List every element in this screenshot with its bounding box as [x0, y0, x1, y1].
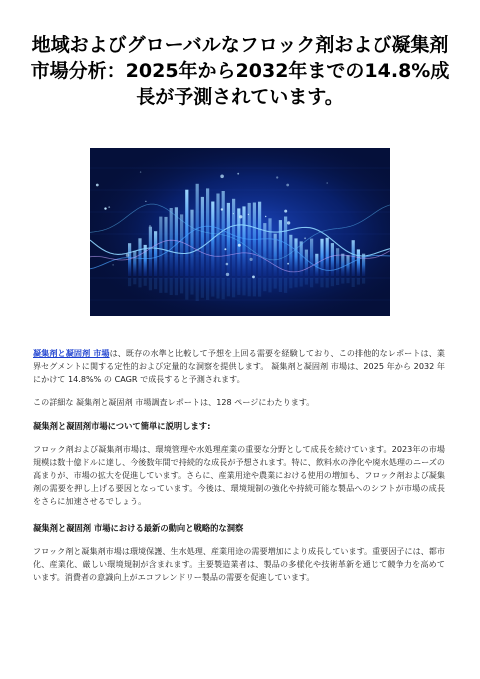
document-body	[33, 347, 445, 595]
hero-sparkle	[265, 216, 266, 217]
hero-bar-reflection	[284, 278, 287, 293]
hero-bar	[320, 239, 323, 276]
hero-sparkle	[248, 214, 249, 215]
hero-sparkle	[276, 176, 278, 178]
section1-body: フロック剤および凝集剤市場は、環境管理や水処理産業の重要な分野として成長を続けています。2023年の市場規模は数十億ドルに達し、今後数年間で持続的な成長が予想されます。特に、飲料水の浄化や廃水処理のニーズの高まりが、市場の拡大を促進しています。さらに、産業用途や農業における使用の増加も、フロック剤および凝集剤の需要を押し上げる要因となっています。今後は、環境規制の強化や持続可能な製品へのシフトが市場の成長をさらに加速させるでしょう。	[33, 444, 445, 506]
hero-bar-reflection	[341, 278, 344, 284]
hero-bar	[170, 208, 173, 276]
hero-sparkle	[252, 276, 255, 279]
hero-bar-reflection	[274, 278, 277, 289]
hero-bar	[232, 199, 235, 276]
hero-bar-reflection	[331, 278, 334, 286]
hero-sparkle	[104, 207, 106, 209]
hero-bar	[149, 227, 152, 276]
hero-bar-reflection	[279, 278, 282, 292]
hero-bar-reflection	[201, 278, 204, 298]
hero-bar-reflection	[326, 278, 329, 288]
hero-bar-reflection	[362, 278, 365, 284]
hero-sparkle	[286, 184, 289, 187]
hero-bar	[268, 218, 271, 276]
hero-bar	[341, 254, 344, 276]
hero-bar-reflection	[352, 278, 355, 287]
hero-bar	[138, 238, 141, 276]
hero-bar-reflection	[170, 278, 173, 295]
hero-bar-reflection	[248, 278, 251, 296]
hero-bar-reflection	[175, 278, 178, 295]
hero-bar	[315, 254, 318, 276]
page-title: 地域およびグローバルなフロック剤および凝集剤市場分析：2025年から2032年までの14.8%成長が予測されています。	[30, 34, 450, 108]
hero-sparkle	[145, 201, 146, 202]
hero-sparkle	[238, 244, 241, 247]
hero-sparkle	[287, 263, 289, 265]
hero-bar	[222, 191, 225, 276]
hero-bar	[164, 217, 167, 276]
hero-bar-reflection	[133, 278, 136, 284]
hero-bar	[133, 251, 136, 276]
hero-bar	[159, 217, 162, 276]
hero-bar-reflection	[336, 278, 339, 285]
section2-body: フロック剤と凝集剤市場は環境保護、生水処理、産業用途の需要増加により成長しています。重要因子には、都市化、産業化、厳しい環境規制が含まれます。主要製造業者は、製品の多様化や技術革新を通じて競争力を高めています。消費者の意識向上がエコフレンドリー製品の需要を促進しています。	[33, 546, 445, 582]
hero-sparkle	[220, 175, 224, 179]
hero-sparkle	[284, 210, 287, 213]
hero-bar-reflection	[232, 278, 235, 297]
hero-bar-reflection	[149, 278, 152, 290]
hero-bar-reflection	[268, 278, 271, 292]
hero-sparkle	[226, 263, 229, 266]
hero-bar-reflection	[253, 278, 256, 296]
section1-heading: 凝集剤と凝固剤市場について簡単に説明します:	[33, 421, 211, 431]
hero-sparkle	[304, 237, 306, 239]
hero-bar-reflection	[159, 278, 162, 293]
hero-bar-reflection	[222, 278, 225, 299]
hero-sparkle	[326, 182, 328, 184]
hero-bar	[331, 243, 334, 276]
hero-sparkle	[112, 264, 113, 265]
hero-bar	[185, 190, 188, 276]
hero-bar-reflection	[190, 278, 193, 295]
intro-text: は、既存の水準と比較して予想を上回る需要を経験しており、この排他的なレポートは、業界セグメントに関する定性的および定量的な洞察を提供します。 凝集剤と凝固剤 市場は、2025 年から 2032 年にかけて 14.8%% の CAGR で成長すると予測されます。	[33, 348, 445, 384]
hero-bar-reflection	[144, 278, 147, 286]
hero-bar-reflection	[258, 278, 261, 297]
hero-sparkle	[221, 208, 223, 210]
hero-bar	[144, 245, 147, 276]
hero-bar-reflection	[211, 278, 214, 297]
hero-bar-reflection	[227, 278, 230, 296]
hero-sparkle	[149, 225, 151, 227]
hero-bar	[352, 240, 355, 276]
hero-sparkle	[250, 258, 253, 261]
hero-bar	[190, 210, 193, 276]
hero-bar-reflection	[357, 278, 360, 285]
hero-bar-reflection	[237, 278, 240, 295]
hero-bar	[305, 250, 308, 276]
hero-sparkle	[287, 221, 290, 224]
hero-bar-reflection	[206, 278, 209, 300]
hero-bar	[294, 238, 297, 276]
hero-bar	[310, 239, 313, 276]
hero-bar	[284, 217, 287, 277]
hero-sparkle	[126, 254, 129, 257]
hero-bar-reflection	[138, 278, 141, 287]
hero-sparkle	[96, 184, 99, 187]
hero-bar	[180, 214, 183, 276]
hero-sparkle	[239, 215, 242, 218]
hero-bar	[346, 255, 349, 276]
hero-bar-reflection	[128, 278, 131, 286]
hero-sparkle	[237, 173, 239, 175]
hero-illustration	[90, 148, 390, 316]
hero-sparkle	[108, 206, 110, 208]
hero-bar-reflection	[196, 278, 199, 301]
hero-bar-reflection	[180, 278, 183, 293]
hero-bar-reflection	[216, 278, 219, 299]
hero-bar-reflection	[294, 278, 297, 287]
hero-bar	[154, 231, 157, 276]
hero-sparkle	[224, 248, 226, 250]
hero-bar-reflection	[346, 278, 349, 283]
report-pages-paragraph: この詳細な 凝集剤と凝固剤 市場調査レポートは、128 ページにわたります。	[33, 397, 315, 407]
hero-bar-reflection	[310, 278, 313, 287]
hero-bar-reflection	[320, 278, 323, 287]
hero-image	[90, 148, 390, 316]
hero-sparkle	[140, 171, 141, 172]
hero-bar	[336, 248, 339, 276]
hero-bar	[289, 235, 292, 276]
hero-bar-reflection	[300, 278, 303, 287]
hero-sparkle	[226, 273, 229, 276]
hero-bar-reflection	[164, 278, 167, 293]
section2-heading: 凝集剤と凝固剤 市場における最新の動向と戦略的な洞察	[33, 523, 244, 533]
hero-bar	[201, 197, 204, 276]
hero-bar-reflection	[185, 278, 188, 300]
hero-bar	[242, 206, 245, 276]
market-report-link[interactable]: 凝集剤と凝固剤 市場	[33, 348, 110, 358]
hero-bar-reflection	[289, 278, 292, 288]
hero-bar-reflection	[305, 278, 308, 285]
hero-bar-reflection	[315, 278, 318, 284]
hero-bar-reflection	[154, 278, 157, 289]
intro-paragraph	[33, 347, 445, 386]
hero-bar-reflection	[242, 278, 245, 295]
hero-sparkle	[233, 213, 234, 214]
hero-bar	[357, 249, 360, 276]
hero-bar-reflection	[263, 278, 266, 291]
